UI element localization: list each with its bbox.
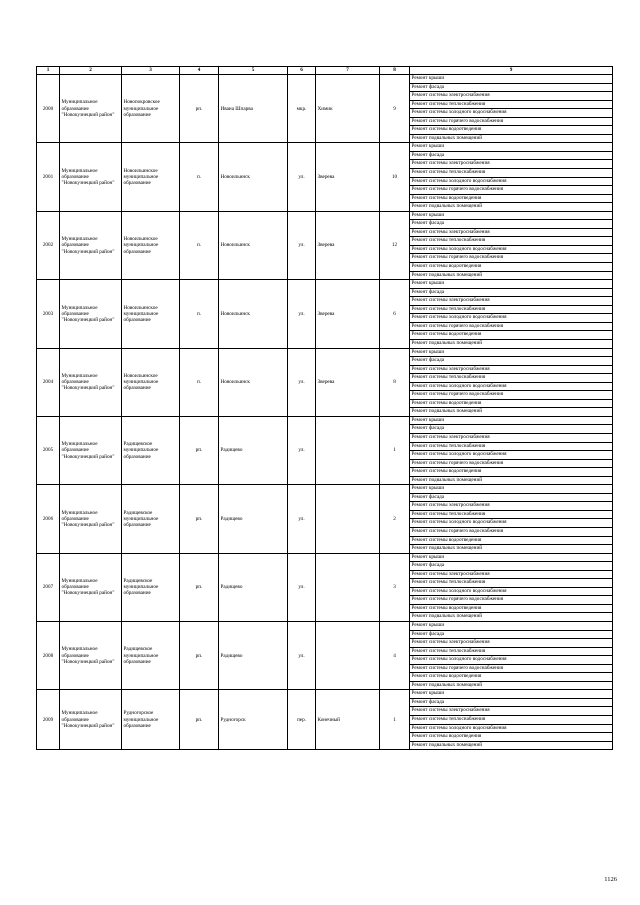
work-item-cell: Ремонт системы холодного водоснабжения [410, 382, 613, 391]
settlement-cell: Новоильинское муниципальное образование [122, 280, 180, 348]
work-item-cell: Ремонт системы горячего водоснабжения [410, 459, 613, 468]
work-item-cell: Ремонт фасада [410, 698, 613, 707]
work-item-cell: Ремонт системы водоотведения [410, 399, 613, 408]
work-item-cell: Ремонт системы горячего водоснабжения [410, 254, 613, 263]
work-item-cell: Ремонт системы горячего водоснабжения [410, 322, 613, 331]
owner-cell: Муниципальное образование "Новокузнецкий район" [60, 485, 122, 553]
register-table-sheet [36, 66, 612, 750]
street-cell: Зверева [316, 280, 380, 348]
owner-cell: Муниципальное образование "Новокузнецкий район" [60, 143, 122, 211]
locality-cell: Новоильинск [219, 348, 288, 416]
work-item-cell: Ремонт крыши [410, 485, 613, 494]
work-item-cell: Ремонт системы электроснабжения [410, 228, 613, 237]
street-cell: Зверева [316, 348, 380, 416]
owner-cell: Муниципальное образование "Новокузнецкий район" [60, 75, 122, 143]
work-item-cell: Ремонт крыши [410, 143, 613, 152]
street-type-cell: мкр. [288, 75, 316, 143]
work-item-cell: Ремонт системы горячего водоснабжения [410, 391, 613, 400]
work-item-cell: Ремонт подвальных помещений [410, 681, 613, 690]
locality-cell: Новоильинск [219, 211, 288, 279]
locality-type-cell: рп. [180, 485, 219, 553]
work-item-cell: Ремонт системы электроснабжения [410, 365, 613, 374]
col-header: 5 [219, 67, 288, 75]
locality-cell: Радищево [219, 622, 288, 690]
work-item-cell: Ремонт системы холодного водоснабжения [410, 451, 613, 460]
settlement-cell: Новоильинское муниципальное образование [122, 211, 180, 279]
locality-type-cell: рп. [180, 622, 219, 690]
table-row [37, 280, 613, 289]
locality-cell: Радищево [219, 485, 288, 553]
work-item-cell: Ремонт крыши [410, 348, 613, 357]
owner-cell: Муниципальное образование "Новокузнецкий район" [60, 690, 122, 750]
work-item-cell: Ремонт системы водоотведения [410, 604, 613, 613]
work-item-cell: Ремонт системы холодного водоснабжения [410, 245, 613, 254]
work-item-cell: Ремонт подвальных помещений [410, 476, 613, 485]
header-row [37, 67, 613, 75]
locality-type-cell: рп. [180, 75, 219, 143]
row-number-cell: 2004 [37, 348, 60, 416]
work-item-cell: Ремонт фасада [410, 220, 613, 229]
work-item-cell: Ремонт фасада [410, 630, 613, 639]
street-type-cell: ул. [288, 485, 316, 553]
work-item-cell: Ремонт системы теплоснабжения [410, 442, 613, 451]
house-number-cell: 12 [380, 211, 410, 279]
street-cell: Химик [316, 75, 380, 143]
page-number: 1126 [604, 876, 617, 883]
settlement-cell: Новопокровское муниципальное образование [122, 75, 180, 143]
work-item-cell: Ремонт фасада [410, 357, 613, 366]
work-item-cell: Ремонт системы холодного водоснабжения [410, 724, 613, 733]
street-cell [316, 553, 380, 621]
locality-cell: Ивана Шпарва [219, 75, 288, 143]
locality-cell: Радищево [219, 416, 288, 484]
work-item-cell: Ремонт системы электроснабжения [410, 92, 613, 101]
work-item-cell: Ремонт системы водоотведения [410, 194, 613, 203]
locality-type-cell: рп. [180, 416, 219, 484]
work-item-cell: Ремонт системы горячего водоснабжения [410, 117, 613, 126]
row-number-cell: 2003 [37, 280, 60, 348]
work-item-cell: Ремонт подвальных помещений [410, 271, 613, 280]
work-item-cell: Ремонт системы теплоснабжения [410, 374, 613, 383]
row-number-cell: 2008 [37, 622, 60, 690]
work-item-cell: Ремонт фасада [410, 562, 613, 571]
owner-cell: Муниципальное образование "Новокузнецкий район" [60, 348, 122, 416]
work-item-cell: Ремонт системы теплоснабжения [410, 647, 613, 656]
work-item-cell: Ремонт фасада [410, 425, 613, 434]
work-item-cell: Ремонт системы водоотведения [410, 733, 613, 742]
house-number-cell: 9 [380, 75, 410, 143]
row-number-cell: 2001 [37, 143, 60, 211]
row-number-cell: 2002 [37, 211, 60, 279]
street-cell: Зверева [316, 211, 380, 279]
settlement-cell: Рудногорское муниципальное образование [122, 690, 180, 750]
street-type-cell: ул. [288, 280, 316, 348]
street-type-cell: ул. [288, 348, 316, 416]
work-item-cell: Ремонт фасада [410, 493, 613, 502]
col-header: 2 [60, 67, 122, 75]
work-item-cell: Ремонт крыши [410, 280, 613, 289]
work-item-cell: Ремонт системы водоотведения [410, 673, 613, 682]
street-cell: Конечный [316, 690, 380, 750]
work-item-cell: Ремонт системы теплоснабжения [410, 169, 613, 178]
work-item-cell: Ремонт системы горячего водоснабжения [410, 186, 613, 195]
work-item-cell: Ремонт системы электроснабжения [410, 433, 613, 442]
street-cell [316, 416, 380, 484]
table-row [37, 416, 613, 425]
settlement-cell: Новоильинское муниципальное образование [122, 348, 180, 416]
work-item-cell: Ремонт системы горячего водоснабжения [410, 596, 613, 605]
street-cell: Зверева [316, 143, 380, 211]
work-item-cell: Ремонт крыши [410, 211, 613, 220]
table-row [37, 348, 613, 357]
house-number-cell: 8 [380, 348, 410, 416]
work-item-cell: Ремонт системы электроснабжения [410, 570, 613, 579]
work-item-cell: Ремонт фасада [410, 83, 613, 92]
col-header: 7 [316, 67, 380, 75]
house-number-cell: 3 [380, 553, 410, 621]
street-cell [316, 622, 380, 690]
street-cell [316, 485, 380, 553]
col-header: 6 [288, 67, 316, 75]
work-item-cell: Ремонт системы водоотведения [410, 263, 613, 272]
locality-type-cell: рп. [180, 553, 219, 621]
work-item-cell: Ремонт системы электроснабжения [410, 160, 613, 169]
col-header: 9 [410, 67, 613, 75]
work-item-cell: Ремонт системы теплоснабжения [410, 100, 613, 109]
house-number-cell: 2 [380, 485, 410, 553]
locality-type-cell: п. [180, 143, 219, 211]
col-header: 1 [37, 67, 60, 75]
locality-cell: Новоильинск [219, 280, 288, 348]
owner-cell: Муниципальное образование "Новокузнецкий район" [60, 553, 122, 621]
street-type-cell: ул. [288, 211, 316, 279]
street-type-cell: пер. [288, 690, 316, 750]
work-item-cell: Ремонт крыши [410, 75, 613, 84]
settlement-cell: Радищевское муниципальное образование [122, 553, 180, 621]
work-item-cell: Ремонт фасада [410, 151, 613, 160]
street-type-cell: ул. [288, 143, 316, 211]
house-number-cell: 6 [380, 280, 410, 348]
work-item-cell: Ремонт подвальных помещений [410, 613, 613, 622]
locality-type-cell: п. [180, 280, 219, 348]
house-number-cell: 10 [380, 143, 410, 211]
work-item-cell: Ремонт крыши [410, 416, 613, 425]
work-item-cell: Ремонт системы водоотведения [410, 468, 613, 477]
work-item-cell: Ремонт системы электроснабжения [410, 639, 613, 648]
work-item-cell: Ремонт подвальных помещений [410, 339, 613, 348]
table-body [37, 75, 613, 750]
row-number-cell: 2005 [37, 416, 60, 484]
work-item-cell: Ремонт подвальных помещений [410, 741, 613, 750]
work-item-cell: Ремонт системы холодного водоснабжения [410, 587, 613, 596]
owner-cell: Муниципальное образование "Новокузнецкий район" [60, 622, 122, 690]
work-item-cell: Ремонт системы холодного водоснабжения [410, 656, 613, 665]
table-row [37, 690, 613, 699]
street-type-cell: ул. [288, 622, 316, 690]
table-row [37, 211, 613, 220]
street-type-cell: ул. [288, 553, 316, 621]
house-number-cell: 1 [380, 690, 410, 750]
work-item-cell: Ремонт системы холодного водоснабжения [410, 519, 613, 528]
locality-cell: Новоильинск [219, 143, 288, 211]
col-header: 3 [122, 67, 180, 75]
work-item-cell: Ремонт крыши [410, 553, 613, 562]
table-row [37, 143, 613, 152]
work-item-cell: Ремонт системы теплоснабжения [410, 305, 613, 314]
work-item-cell: Ремонт крыши [410, 622, 613, 631]
col-header: 8 [380, 67, 410, 75]
work-item-cell: Ремонт системы теплоснабжения [410, 716, 613, 725]
house-number-cell: 1 [380, 416, 410, 484]
work-item-cell: Ремонт системы электроснабжения [410, 297, 613, 306]
owner-cell: Муниципальное образование "Новокузнецкий район" [60, 211, 122, 279]
locality-type-cell: рп. [180, 690, 219, 750]
work-item-cell: Ремонт фасада [410, 288, 613, 297]
work-item-cell: Ремонт системы электроснабжения [410, 707, 613, 716]
row-number-cell: 2009 [37, 690, 60, 750]
locality-cell: Радищево [219, 553, 288, 621]
work-item-cell: Ремонт системы горячего водоснабжения [410, 527, 613, 536]
locality-cell: Рудногорск [219, 690, 288, 750]
street-type-cell: ул. [288, 416, 316, 484]
work-item-cell: Ремонт крыши [410, 690, 613, 699]
work-item-cell: Ремонт системы холодного водоснабжения [410, 177, 613, 186]
work-item-cell: Ремонт системы теплоснабжения [410, 510, 613, 519]
work-item-cell: Ремонт системы теплоснабжения [410, 237, 613, 246]
col-header: 4 [180, 67, 219, 75]
row-number-cell: 2006 [37, 485, 60, 553]
work-item-cell: Ремонт подвальных помещений [410, 134, 613, 143]
locality-type-cell: п. [180, 348, 219, 416]
register-table [36, 66, 613, 750]
work-item-cell: Ремонт системы водоотведения [410, 331, 613, 340]
work-item-cell: Ремонт подвальных помещений [410, 203, 613, 212]
settlement-cell: Радищевское муниципальное образование [122, 416, 180, 484]
table-row [37, 75, 613, 84]
row-number-cell: 2000 [37, 75, 60, 143]
work-item-cell: Ремонт системы теплоснабжения [410, 579, 613, 588]
work-item-cell: Ремонт системы холодного водоснабжения [410, 109, 613, 118]
work-item-cell: Ремонт системы электроснабжения [410, 502, 613, 511]
table-row [37, 485, 613, 494]
work-item-cell: Ремонт подвальных помещений [410, 545, 613, 554]
house-number-cell: 4 [380, 622, 410, 690]
owner-cell: Муниципальное образование "Новокузнецкий район" [60, 416, 122, 484]
row-number-cell: 2007 [37, 553, 60, 621]
owner-cell: Муниципальное образование "Новокузнецкий район" [60, 280, 122, 348]
work-item-cell: Ремонт подвальных помещений [410, 408, 613, 417]
work-item-cell: Ремонт системы водоотведения [410, 126, 613, 135]
table-row [37, 622, 613, 631]
work-item-cell: Ремонт системы водоотведения [410, 536, 613, 545]
settlement-cell: Новоильинское муниципальное образование [122, 143, 180, 211]
work-item-cell: Ремонт системы горячего водоснабжения [410, 664, 613, 673]
table-row [37, 553, 613, 562]
work-item-cell: Ремонт системы холодного водоснабжения [410, 314, 613, 323]
locality-type-cell: п. [180, 211, 219, 279]
settlement-cell: Радищевское муниципальное образование [122, 485, 180, 553]
settlement-cell: Радищевское муниципальное образование [122, 622, 180, 690]
